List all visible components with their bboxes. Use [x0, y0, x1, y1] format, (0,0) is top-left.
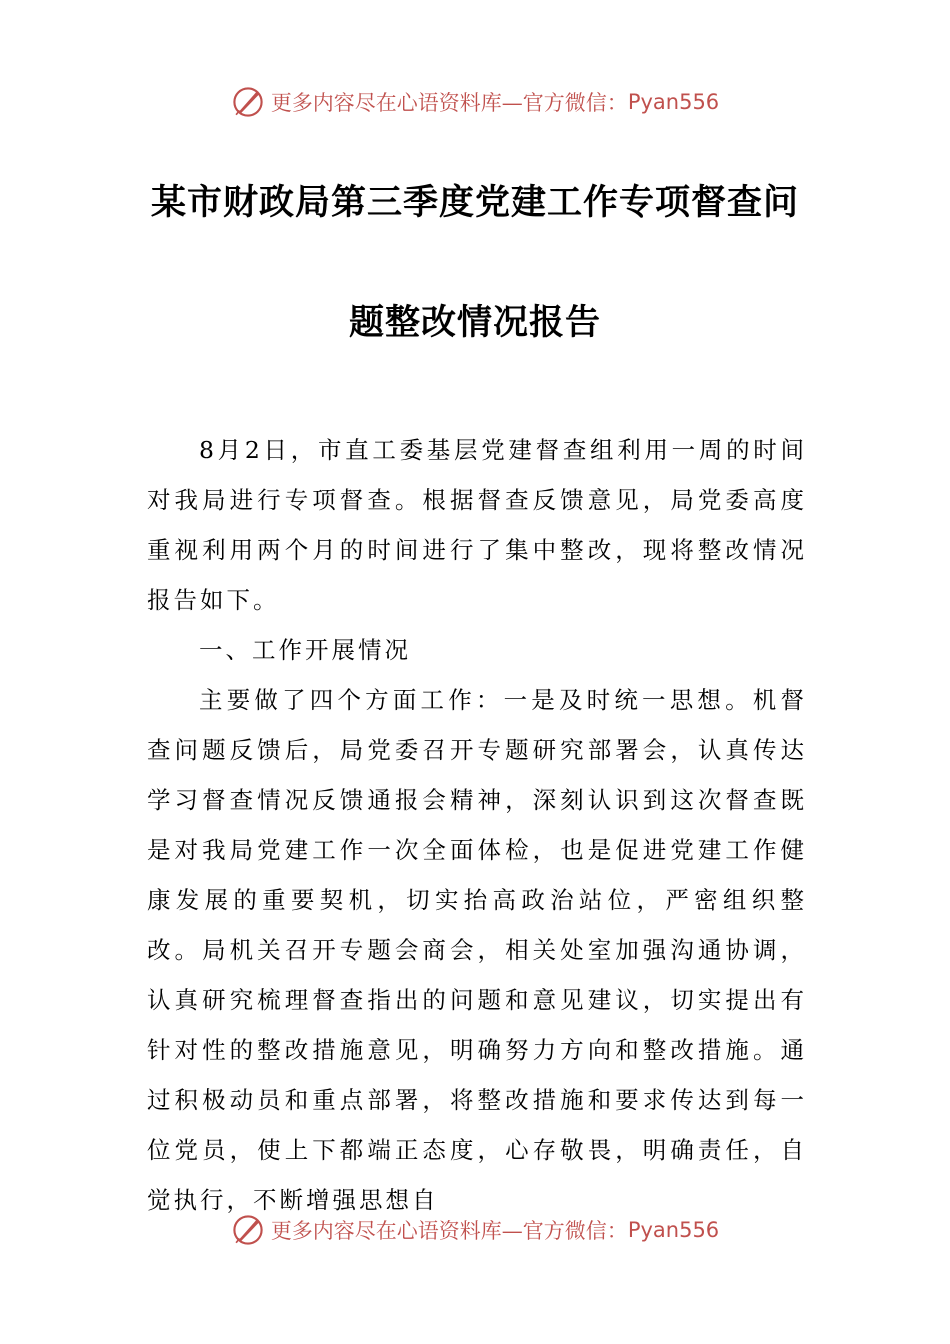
document-body [147, 425, 807, 1225]
wechat-id: Pyan556 [627, 90, 720, 114]
document-title-line-1: 某市财政局第三季度党建工作专项督查问 [150, 182, 799, 223]
section-heading: 一、工作开展情况 [199, 636, 411, 664]
banner-text: 更多内容尽在心语资料库—官方微信： [270, 1219, 628, 1243]
quill-pen-logo-icon [231, 85, 265, 119]
banner-text: 更多内容尽在心语资料库—官方微信： [270, 91, 628, 115]
paragraph-intro: 8月2日，市直工委基层党建督查组利用一周的时间对我局进行专项督查。根据督查反馈意见，局党委高度重视利用两个月的时间进行了集中整改，现将整改情况报告如下。 [147, 436, 807, 614]
document-title-line-2: 题整改情况报告 [348, 302, 601, 343]
paragraph-work: 主要做了四个方面工作：一是及时统一思想。机督查问题反馈后，局党委召开专题研究部署会，认真传达学习督查情况反馈通报会精神，深刻认识到这次督查既是对我局党建工作一次全面体检，也是促进党建工作健康发展的重要契机，切实抬高政治站位，严密组织整改。局机关召开专题会商会，相关处室加强沟通协调，认真研究梳理督查指出的问题和意见建议，切实提出有针对性的整改措施意见，明确努力方向和整改措施。通过积极动员和重点部署，将整改措施和要求传达到每一位党员，使上下都端正态度，心存敬畏，明确责任，自觉执行，不断增强思想自 [147, 686, 807, 1214]
footer-banner [0, 1210, 950, 1250]
quill-pen-logo-icon [231, 1213, 265, 1247]
wechat-id: Pyan556 [627, 1218, 720, 1242]
header-banner [0, 82, 950, 122]
